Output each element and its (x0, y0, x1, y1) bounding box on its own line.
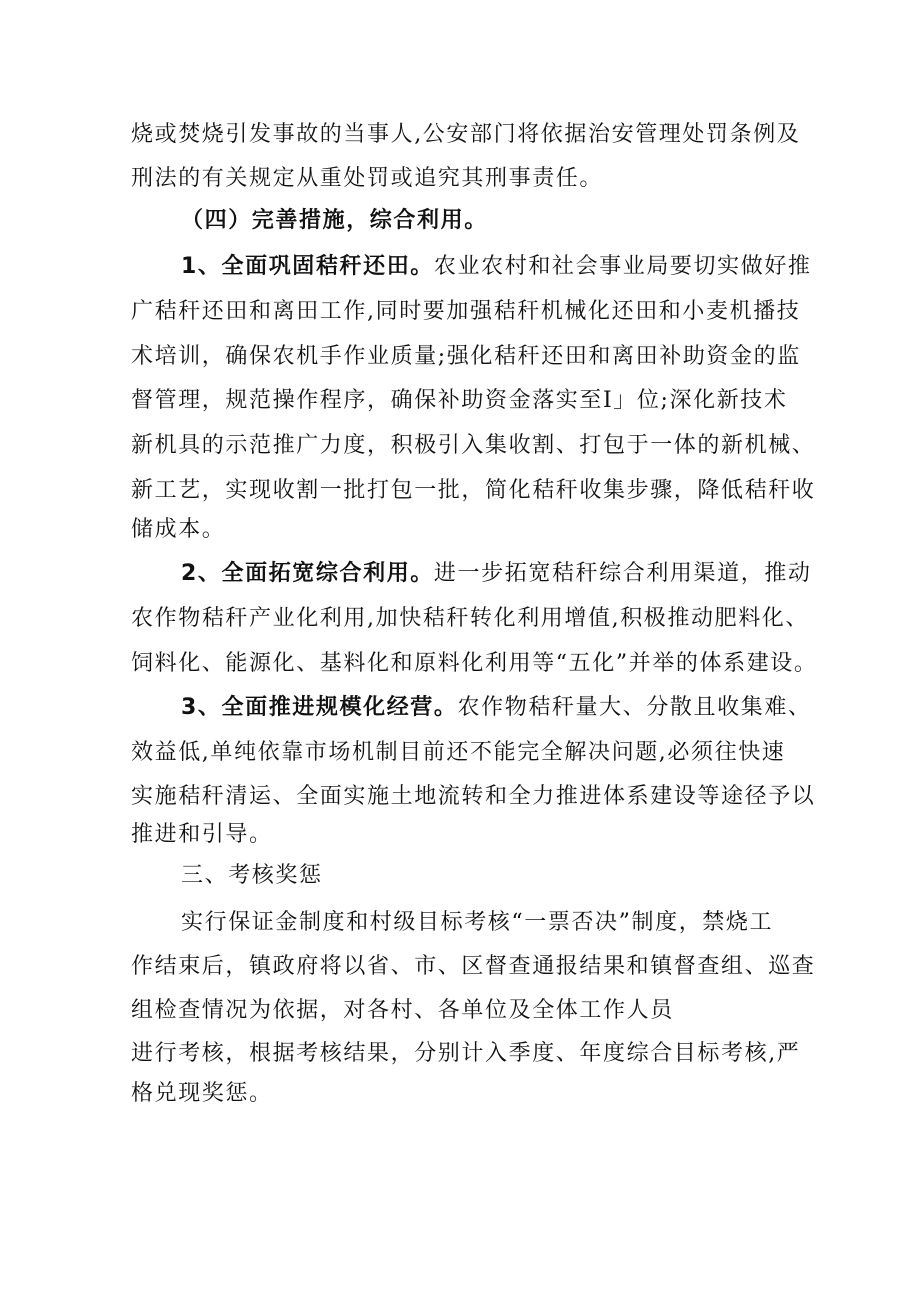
paragraph-line: 效益低,单纯依靠市场机制目前还不能完全解决问题,必须往快速 (131, 740, 786, 765)
paragraph-line: 饲料化、能源化、基料化和原料化利用等“五化”并举的体系建设。 (131, 651, 818, 676)
paragraph-line: 进行考核，根据考核结果，分别计入季度、年度综合目标考核,严 (131, 1041, 801, 1066)
paragraph-line: 新机具的示范推广力度，积极引入集收割、打包于一体的新机械、 (131, 433, 816, 458)
paragraph-line: 作结束后，镇政府将以省、市、区督查通报结果和镇督查组、巡查 (131, 954, 816, 979)
paragraph-line (181, 693, 811, 723)
paragraph-line: 实施秸秆清运、全面实施土地流转和全力推进体系建设等途径予以 (131, 784, 816, 809)
item-text: 农作物秸秆量大、分散且收集难、 (457, 695, 812, 720)
section-heading: 三、考核奖惩 (181, 863, 323, 888)
section-heading: （四）完善措施，综合利用。 (181, 208, 488, 233)
item-text: 农业农村和社会事业局要切实做好推 (433, 254, 812, 279)
paragraph-line: 储成本。 (131, 517, 226, 542)
paragraph-line: 督管理，规范操作程序，确保补助资金落实至I」位;深化新技术 (131, 388, 788, 413)
item-heading: 3、全面推进规模化经营。 (181, 695, 458, 720)
paragraph-line: 实行保证金制度和村级目标考核“一票否决”制度，禁烧工 (181, 910, 774, 935)
paragraph-line: 组检查情况为依据，对各村、各单位及全体工作人员 (131, 998, 674, 1023)
paragraph-line: 烧或焚烧引发事故的当事人,公安部门将依据治安管理处罚条例及 (131, 122, 801, 147)
item-heading: 2、全面拓宽综合利用。 (181, 561, 434, 586)
paragraph-line: 新工艺，实现收割一批打包一批，简化秸秆收集步骤，降低秸秆收 (131, 478, 816, 503)
paragraph-line: 推进和引导。 (131, 822, 273, 847)
paragraph-line (181, 252, 811, 282)
paragraph-line: 广秸秆还田和离田工作,同时要加强秸秆机械化还田和小麦机播技 (131, 299, 801, 324)
paragraph-line (181, 559, 811, 589)
paragraph-line: 格兑现奖惩。 (131, 1081, 273, 1106)
item-text: 进一步拓宽秸秆综合利用渠道，推动 (433, 561, 812, 586)
paragraph-line: 术培训，确保农机手作业质量;强化秸秆还田和离田补助资金的监 (131, 344, 801, 369)
paragraph-line: 刑法的有关规定从重处罚或追究其刑事责任。 (131, 166, 604, 191)
paragraph-line: 农作物秸秆产业化利用,加快秸秆转化利用增值,积极推动肥料化、 (131, 606, 809, 631)
item-heading: 1、全面巩固秸秆还田。 (181, 254, 434, 279)
